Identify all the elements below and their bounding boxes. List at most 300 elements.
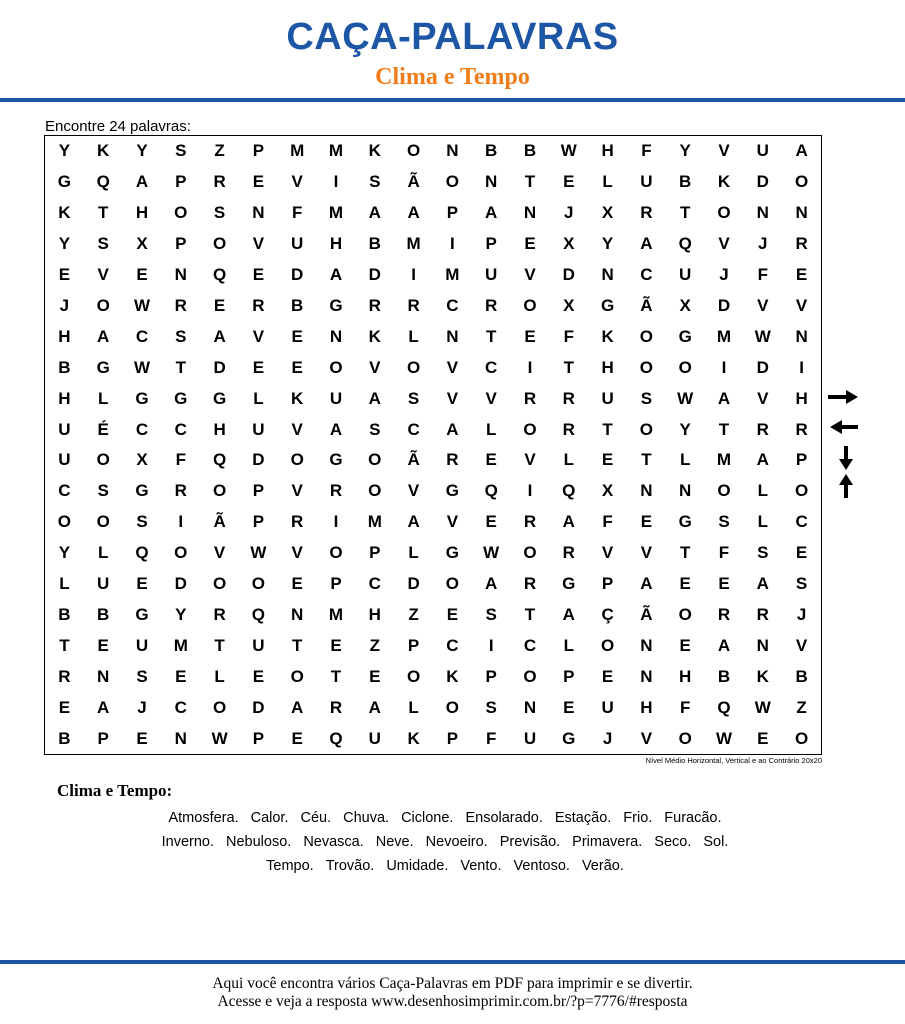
grid-cell: V [252, 326, 265, 346]
grid-cell: A [446, 419, 459, 439]
word-item: Vento. [460, 858, 502, 874]
grid-cell: S [97, 481, 109, 501]
grid-cell: N [523, 203, 537, 223]
grid-cell: E [601, 450, 614, 470]
grid-cell: E [563, 172, 575, 192]
grid-cell: O [96, 295, 110, 315]
grid-cell: O [445, 697, 459, 717]
grid-cell: G [135, 604, 149, 624]
word-item: Atmosfera. [168, 810, 239, 826]
grid-cell: U [523, 728, 537, 748]
grid-cell: K [407, 728, 420, 748]
grid-cell: Ã [640, 604, 653, 624]
grid-cell: S [485, 697, 497, 717]
grid-cell: K [58, 203, 71, 223]
grid-cell: A [640, 574, 653, 594]
instruction-text: Encontre 24 palavras: [45, 118, 191, 135]
grid-cell: A [640, 234, 653, 254]
grid-cell: V [407, 481, 420, 501]
grid-cell: O [678, 604, 692, 624]
grid-cell: N [756, 635, 769, 655]
grid-cell: R [562, 543, 575, 563]
grid-cell: L [98, 388, 109, 408]
grid-cell: R [485, 295, 498, 315]
grid-cell: C [174, 697, 187, 717]
grid-cell: H [679, 666, 692, 686]
grid-cell: H [58, 326, 71, 346]
grid-cell: E [446, 604, 459, 624]
level-note: Nível Médio Horizontal, Vertical e ao Contrário 20x20 [645, 756, 822, 765]
grid-cell: U [679, 265, 692, 285]
grid-cell: O [639, 357, 653, 377]
grid-cell: F [680, 697, 691, 717]
grid-cell: V [524, 265, 536, 285]
grid-cell: I [527, 357, 533, 377]
word-list-line [60, 830, 830, 854]
grid-cell: R [640, 203, 653, 223]
page-title: CAÇA-PALAVRAS [286, 16, 619, 58]
grid-cell: E [252, 357, 265, 377]
grid-cell: O [445, 172, 459, 192]
grid-cell: T [641, 450, 652, 470]
grid-cell: Q [212, 265, 227, 285]
grid-cell: U [368, 728, 381, 748]
grid-cell: V [757, 295, 769, 315]
grid-cell: I [488, 635, 494, 655]
grid-cell: E [330, 635, 342, 655]
grid-cell: T [486, 326, 497, 346]
grid-cell: V [291, 419, 303, 439]
grid-cell: T [524, 604, 536, 624]
grid-cell: G [329, 450, 343, 470]
footer [0, 975, 905, 1011]
grid-cell: W [560, 141, 577, 161]
grid-cell: X [601, 203, 614, 223]
grid-cell: R [523, 574, 537, 594]
grid-cell: S [795, 574, 808, 594]
grid-cell: R [213, 172, 226, 192]
grid-cell: D [368, 265, 381, 285]
grid-cell: E [524, 234, 536, 254]
grid-cell: R [756, 604, 769, 624]
grid-cell: L [757, 481, 768, 501]
grid-cell: E [485, 450, 497, 470]
grid-cell: L [486, 419, 497, 439]
word-item: Primavera. [572, 834, 643, 850]
grid-cell: U [252, 635, 265, 655]
grid-cell: L [214, 666, 225, 686]
grid-cell: N [446, 141, 459, 161]
grid-cell: P [407, 635, 420, 655]
grid-cell: O [523, 295, 537, 315]
grid-cell: Y [175, 604, 187, 624]
grid-cell: E [601, 666, 614, 686]
grid-cell: K [446, 666, 459, 686]
grid-cell: R [523, 388, 537, 408]
grid-cell: A [368, 388, 381, 408]
grid-cell: F [718, 543, 730, 563]
grid-cell: O [406, 357, 421, 377]
grid-cell: T [98, 203, 109, 223]
grid-cell: S [485, 604, 497, 624]
grid-cell: O [794, 728, 809, 748]
grid-cell: B [795, 666, 808, 686]
grid-cell: Y [679, 141, 691, 161]
grid-cell: K [601, 326, 614, 346]
top-divider [0, 98, 905, 102]
grid-cell: M [716, 450, 732, 470]
grid-cell: L [602, 172, 613, 192]
grid-cell: V [795, 295, 808, 315]
grid-cell: B [679, 172, 692, 192]
grid-cell: L [253, 388, 264, 408]
word-item: Estação. [554, 810, 612, 826]
grid-cell: L [98, 543, 109, 563]
grid-cell: M [290, 141, 305, 161]
grid-cell: O [678, 357, 692, 377]
grid-cell: F [563, 326, 574, 346]
grid-cell: E [175, 666, 187, 686]
word-item: Chuva. [343, 810, 390, 826]
grid-cell: W [250, 543, 267, 563]
grid-cell: S [136, 512, 148, 532]
grid-cell: D [756, 172, 769, 192]
grid-cell: U [601, 697, 614, 717]
grid-cell: M [328, 203, 344, 223]
grid-cell: T [59, 635, 70, 655]
page-subtitle: Clima e Tempo [375, 64, 530, 90]
grid-cell: E [757, 728, 769, 748]
grid-cell: V [291, 481, 303, 501]
grid-cell: P [252, 512, 265, 532]
grid-cell: E [679, 574, 691, 594]
grid-cell: C [523, 635, 537, 655]
grid-cell: Q [135, 543, 149, 563]
grid-cell: G [445, 481, 459, 501]
grid-cell: U [97, 574, 110, 594]
grid-cell: B [717, 666, 731, 686]
grid-cell: M [173, 635, 188, 655]
grid-cell: Q [717, 697, 731, 717]
grid-cell: B [368, 234, 381, 254]
grid-cell: O [794, 172, 809, 192]
grid-cell: J [564, 203, 574, 223]
grid-cell: V [640, 728, 653, 748]
grid-cell: A [756, 574, 769, 594]
grid-cell: U [485, 265, 498, 285]
grid-cell: K [756, 666, 769, 686]
grid-cell: O [523, 419, 537, 439]
grid-cell: H [795, 388, 808, 408]
grid-cell: O [368, 481, 382, 501]
grid-cell: S [757, 543, 769, 563]
grid-cell: A [97, 326, 110, 346]
grid-cell: Z [214, 141, 225, 161]
grid-cell: N [97, 666, 110, 686]
grid-cell: Y [58, 543, 71, 563]
grid-cell: O [290, 450, 304, 470]
grid-cell: D [562, 265, 575, 285]
grid-cell: H [135, 203, 149, 223]
grid-cell: E [291, 728, 303, 748]
grid-cell: G [678, 326, 692, 346]
word-list [60, 806, 830, 878]
grid-cell: D [291, 265, 304, 285]
grid-cell: P [369, 543, 381, 563]
grid-cell: T [680, 203, 691, 223]
grid-cell: P [446, 203, 459, 223]
grid-cell: E [136, 728, 148, 748]
grid-cell: X [563, 234, 575, 254]
grid-cell: S [369, 419, 381, 439]
grid-cell: J [59, 295, 70, 315]
grid-cell: P [97, 728, 109, 748]
grid-cell: V [485, 388, 497, 408]
grid-cell: C [446, 635, 459, 655]
grid-cell: R [213, 604, 226, 624]
word-item: Inverno. [161, 834, 215, 850]
grid-cell: L [680, 450, 691, 470]
grid-cell: T [524, 172, 536, 192]
grid-cell: R [562, 388, 575, 408]
grid-cell: B [97, 604, 110, 624]
grid-cell: K [97, 141, 110, 161]
grid-cell: D [174, 574, 187, 594]
grid-cell: A [407, 203, 420, 223]
grid-cell: O [717, 203, 731, 223]
arrow-left-icon [830, 420, 858, 434]
grid-cell: P [795, 450, 808, 470]
grid-cell: T [214, 635, 225, 655]
grid-cell: Q [678, 234, 692, 254]
grid-cell: L [408, 543, 419, 563]
grid-cell: W [715, 728, 733, 748]
grid-cell: B [58, 728, 71, 748]
grid-cell: U [135, 635, 149, 655]
grid-cell: A [291, 697, 304, 717]
word-item: Verão. [581, 858, 624, 874]
grid-cell: S [718, 512, 730, 532]
grid-cell: C [135, 326, 149, 346]
grid-cell: R [368, 295, 381, 315]
grid-cell: V [291, 172, 303, 192]
grid-cell: V [213, 543, 226, 563]
grid-cell: V [446, 388, 459, 408]
grid-cell: M [445, 265, 460, 285]
grid-cell: W [754, 326, 771, 346]
grid-cell: V [524, 450, 536, 470]
grid-cell: G [135, 481, 149, 501]
grid-cell: J [137, 697, 147, 717]
grid-cell: P [485, 234, 497, 254]
grid-cell: Z [369, 635, 380, 655]
word-item: Furacão. [664, 810, 722, 826]
grid-cell: N [174, 265, 187, 285]
grid-cell: A [562, 512, 575, 532]
arrow-down-icon [839, 446, 853, 470]
grid-cell: P [330, 574, 342, 594]
grid-cell: T [563, 357, 574, 377]
grid-cell: N [640, 481, 653, 501]
grid-cell: A [407, 512, 420, 532]
grid-cell: R [795, 234, 808, 254]
grid-cell: M [328, 141, 344, 161]
grid-cell: S [407, 388, 420, 408]
grid-cell: G [562, 574, 576, 594]
grid-cell: Q [212, 450, 227, 470]
grid-cell: F [641, 141, 652, 161]
grid-cell: Q [484, 481, 498, 501]
grid-cell: I [721, 357, 727, 377]
grid-cell: L [408, 326, 419, 346]
grid-cell: S [136, 666, 148, 686]
grid-cell: V [97, 265, 109, 285]
grid-cell: V [446, 512, 459, 532]
grid-cell: E [718, 574, 730, 594]
grid-cell: A [795, 141, 808, 161]
grid-cell: B [58, 357, 71, 377]
grid-cell: W [211, 728, 228, 748]
grid-cell: O [329, 357, 343, 377]
grid-cell: K [368, 141, 381, 161]
grid-cell: C [135, 419, 149, 439]
grid-cell: W [133, 295, 151, 315]
grid-cell: A [717, 388, 731, 408]
grid-cell: N [756, 203, 769, 223]
grid-cell: O [523, 543, 537, 563]
grid-cell: U [756, 141, 769, 161]
grid-cell: R [407, 295, 420, 315]
grid-cell: U [640, 172, 653, 192]
grid-cell: A [756, 450, 769, 470]
grid-cell: A [368, 697, 381, 717]
grid-cell: P [252, 728, 265, 748]
grid-cell: Q [251, 604, 265, 624]
grid-cell: K [717, 172, 731, 192]
grid-cell: U [252, 419, 265, 439]
grid-cell: C [368, 574, 381, 594]
grid-cell: I [799, 357, 804, 377]
grid-cell: N [446, 326, 459, 346]
grid-cell: O [212, 697, 227, 717]
grid-cell: B [523, 141, 537, 161]
grid-cell: E [252, 172, 265, 192]
grid-cell: X [601, 481, 614, 501]
grid-cell: N [795, 203, 808, 223]
grid-cell: U [58, 450, 71, 470]
grid-cell: X [679, 295, 691, 315]
grid-cell: G [212, 388, 227, 408]
grid-cell: R [446, 450, 459, 470]
grid-cell: P [175, 172, 187, 192]
grid-cell: R [523, 512, 537, 532]
grid-cell: E [291, 326, 303, 346]
word-item: Céu. [300, 810, 332, 826]
grid-cell: I [333, 512, 339, 532]
grid-cell: B [58, 604, 71, 624]
grid-cell: A [368, 203, 381, 223]
grid-cell: G [135, 388, 149, 408]
grid-cell: T [718, 419, 730, 439]
grid-cell: E [291, 357, 303, 377]
grid-cell: A [717, 635, 731, 655]
grid-cell: R [329, 481, 343, 501]
grid-cell: O [600, 635, 615, 655]
word-list-line [60, 854, 830, 878]
bottom-divider [0, 960, 905, 964]
grid-cell: C [407, 419, 420, 439]
grid-cell: E [369, 666, 381, 686]
grid-cell: M [716, 326, 732, 346]
grid-cell: P [252, 481, 265, 501]
grid-cell: U [291, 234, 304, 254]
grid-cell: G [174, 388, 188, 408]
grid-cell: É [97, 419, 109, 439]
grid-cell: B [485, 141, 498, 161]
grid-cell: C [640, 265, 653, 285]
grid-cell: J [602, 728, 613, 748]
grid-cell: E [213, 295, 226, 315]
grid-cell: A [329, 419, 343, 439]
grid-cell: M [406, 234, 421, 254]
grid-cell: Q [96, 172, 110, 192]
word-item: Ensolarado. [465, 810, 543, 826]
grid-cell: F [486, 728, 497, 748]
grid-cell: Y [58, 234, 71, 254]
grid-cell: O [678, 728, 692, 748]
grid-cell: Y [58, 141, 71, 161]
grid-cell: S [175, 326, 187, 346]
grid-cell: T [292, 635, 303, 655]
grid-cell: A [329, 265, 343, 285]
grid-cell: O [212, 574, 227, 594]
grid-cell: S [213, 203, 226, 223]
grid-cell: O [290, 666, 304, 686]
grid-cell: A [485, 203, 498, 223]
grid-cell: R [174, 481, 187, 501]
grid-cell: V [252, 234, 265, 254]
grid-cell: O [406, 141, 421, 161]
grid-cell: E [58, 265, 71, 285]
grid-cell: Ç [601, 604, 614, 624]
word-list-title: Clima e Tempo: [57, 781, 173, 800]
grid-cell: W [677, 388, 694, 408]
grid-cell: X [563, 295, 575, 315]
word-item: Nebuloso. [226, 834, 292, 850]
grid-cell: I [527, 481, 533, 501]
grid-cell: O [794, 481, 809, 501]
grid-cell: X [136, 234, 148, 254]
grid-cell: P [175, 234, 187, 254]
grid-cell: S [175, 141, 187, 161]
grid-cell: R [58, 666, 71, 686]
grid-cell: P [485, 666, 497, 686]
grid-cell: O [406, 666, 421, 686]
grid-cell: Q [562, 481, 576, 501]
grid-cell: Z [408, 604, 419, 624]
grid-cell: G [562, 728, 576, 748]
grid-cell: L [563, 635, 574, 655]
grid-cell: V [291, 543, 303, 563]
grid-cell: T [602, 419, 613, 439]
grid-cell: O [445, 574, 459, 594]
grid-cell: O [329, 543, 343, 563]
grid-cell: D [756, 357, 769, 377]
grid-cell: G [329, 295, 343, 315]
grid-cell: O [251, 574, 265, 594]
grid-cell: W [483, 543, 500, 563]
grid-cell: E [136, 265, 148, 285]
